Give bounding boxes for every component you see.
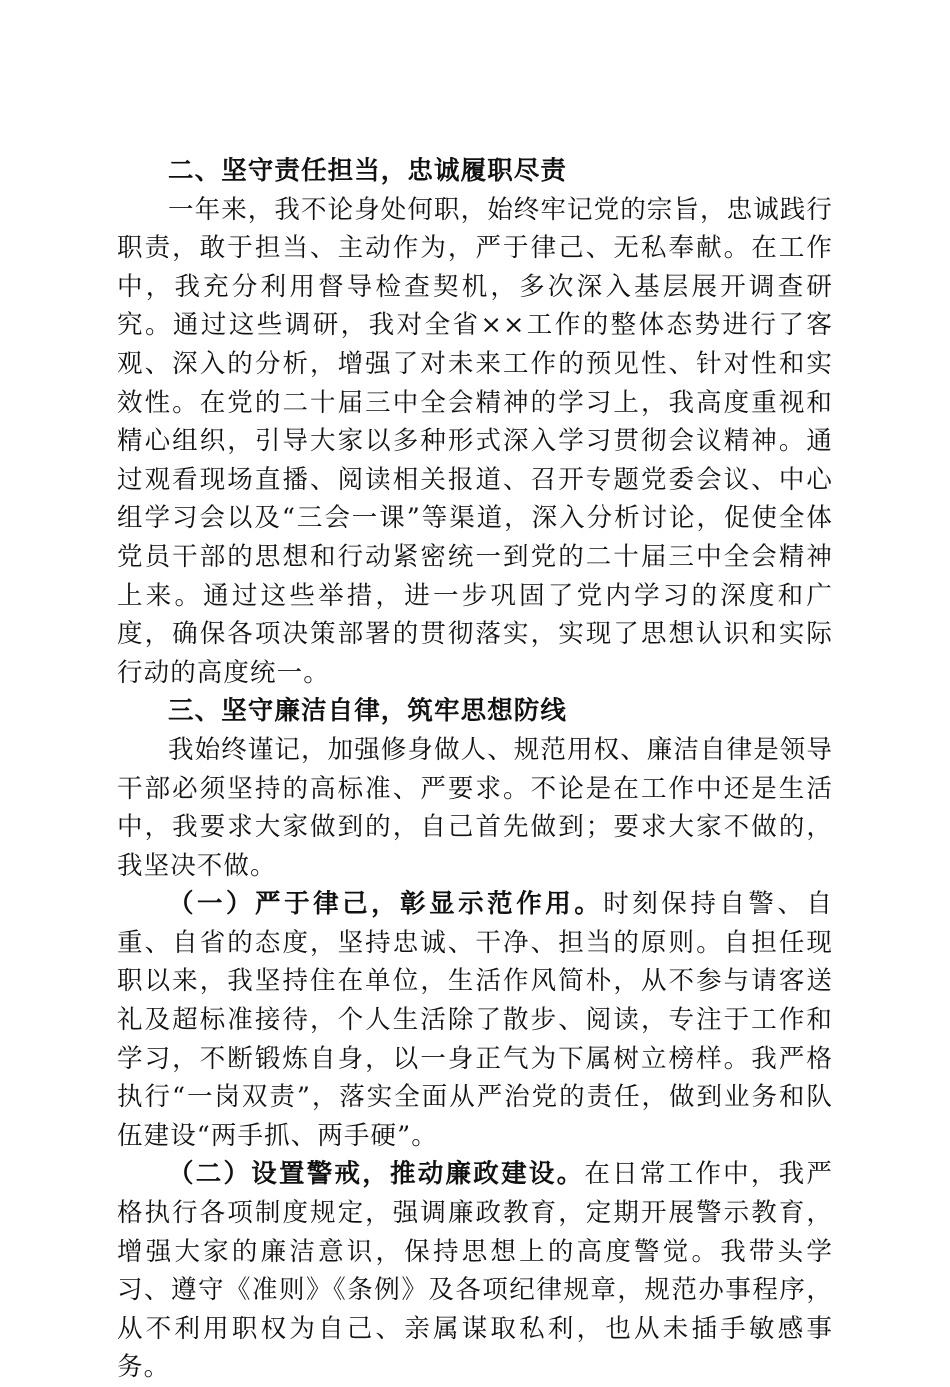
item-2-body: 在日常工作中，我严格执行各项制度规定，强调廉政教育，定期开展警示教育，增强大家的廉洁意识，保持思想上的高度警觉。我带头学习、遵守《准则》《条例》及各项纪律规章，规范办事程序，从不利用职权为自己、亲属谋取私利，也从未插手敏感事务。	[117, 1159, 833, 1383]
section-3-heading: 三、坚守廉洁自律，筑牢思想防线	[168, 696, 568, 727]
section-2-heading: 二、坚守责任担当，忠诚履职尽责	[168, 156, 568, 186]
document-body	[117, 152, 833, 1387]
item-1-lead: （一）严于律己，彰显示范作用。	[168, 889, 604, 920]
section-3-intro-paragraph: 我始终谨记，加强修身做人、规范用权、廉洁自律是领导干部必须坚持的高标准、严要求。不论是在工作中还是生活中，我要求大家做到的，自己首先做到；要求大家不做的，我坚决不做。	[117, 734, 834, 881]
section-3-item-1-paragraph	[117, 885, 833, 1155]
item-2-lead: （二）设置警戒，推动廉政建设。	[168, 1159, 585, 1190]
section-3-item-2-paragraph	[117, 1155, 833, 1387]
item-1-body: 时刻保持自警、自重、自省的态度，坚持忠诚、干净、担当的原则。自担任现职以来，我坚持住在单位，生活作风简朴，从不参与请客送礼及超标准接待，个人生活除了散步、阅读，专注于工作和学习，不断锻炼自身，以一身正气为下属树立榜样。我严格执行“一岗双责”，落实全面从严治党的责任，做到业务和队伍建设“两手抓、两手硬”。	[117, 889, 833, 1151]
section-2-paragraph: 一年来，我不论身处何职，始终牢记党的宗旨，忠诚践行职责，敢于担当、主动作为，严于律己、无私奉献。在工作中，我充分利用督导检查契机，多次深入基层展开调查研究。通过这些调研，我对全省××工作的整体态势进行了客观、深入的分析，增强了对未来工作的预见性、针对性和实效性。在党的二十届三中全会精神的学习上，我高度重视和精心组织，引导大家以多种形式深入学习贯彻会议精神。通过观看现场直播、阅读相关报道、召开专题党委会议、中心组学习会以及“三会一课”等渠道，深入分析讨论，促使全体党员干部的思想和行动紧密统一到党的二十届三中全会精神上来。通过这些举措，进一步巩固了党内学习的深度和广度，确保各项决策部署的贯彻落实，实现了思想认识和实际行动的高度统一。	[117, 194, 834, 688]
